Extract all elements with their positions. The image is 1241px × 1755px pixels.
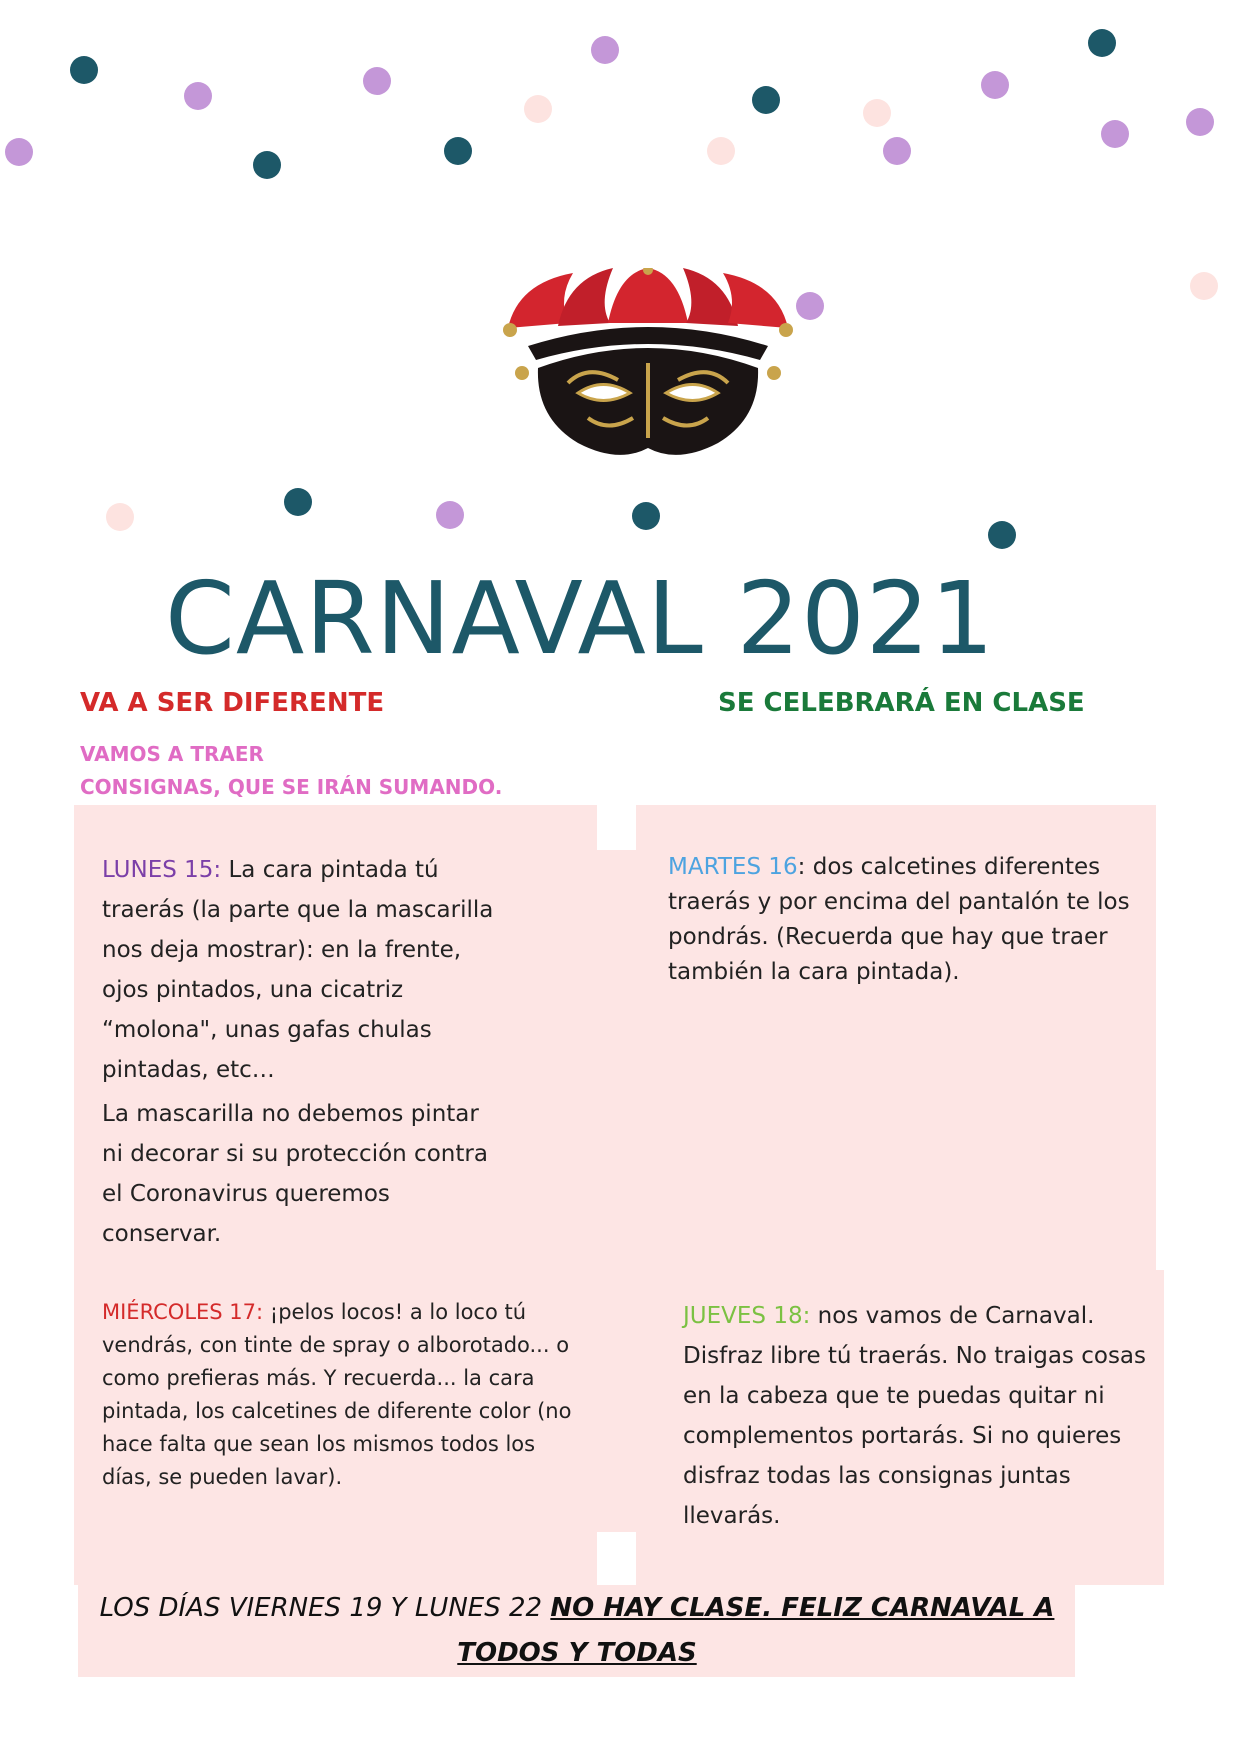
day-text-martes: : dos calcetines diferentes traerás y por encima del pantalón te los pondrás. (Recuerda que hay que traer también la cara pintada).: [668, 854, 1130, 985]
header-left: VA A SER DIFERENTE: [80, 688, 385, 718]
confetti-dot: [5, 138, 33, 166]
confetti-dot: [106, 503, 134, 531]
confetti-dot: [591, 36, 619, 64]
day-jueves: [683, 1296, 1153, 1536]
panel-gap: [597, 850, 636, 1270]
footer-plain: LOS DÍAS VIERNES 19 Y LUNES 22: [99, 1593, 551, 1623]
day-text-lunes: La cara pintada tú traerás (la parte que la mascarilla nos deja mostrar): en la frente, ojos pintados, una cicatriz “molona", unas gafas chulas pintadas, etc…: [102, 857, 494, 1083]
day-note-lunes: La mascarilla no debemos pintar ni decorar si su protección contra el Coronavirus queremos conservar.: [102, 1101, 488, 1247]
header-right: SE CELEBRARÁ EN CLASE: [718, 688, 1085, 718]
confetti-dot: [184, 82, 212, 110]
day-label-martes: MARTES 16: [668, 854, 798, 880]
confetti-dot: [253, 151, 281, 179]
confetti-dot: [752, 86, 780, 114]
confetti-dot: [363, 67, 391, 95]
subheader-line-2: CONSIGNAS, QUE SE IRÁN SUMANDO.: [80, 775, 503, 799]
day-label-jueves: JUEVES 18:: [683, 1303, 811, 1329]
confetti-dot: [883, 137, 911, 165]
day-miercoles: [102, 1296, 582, 1494]
confetti-dot: [436, 501, 464, 529]
confetti-dot: [1088, 29, 1116, 57]
day-label-miercoles: MIÉRCOLES 17:: [102, 1300, 264, 1324]
confetti-dot: [1101, 120, 1129, 148]
confetti-dot: [284, 488, 312, 516]
day-text-miercoles: ¡pelos locos! a lo loco tú vendrás, con tinte de spray o alborotado... o como prefieras más. Y recuerda... la cara pintada, los calcetines de diferente color (no hace falta que sean los mismos todos los días, se pueden lavar).: [102, 1300, 572, 1489]
subheader-line-1: VAMOS A TRAER: [80, 742, 264, 766]
confetti-dot: [863, 99, 891, 127]
confetti-dot: [1190, 272, 1218, 300]
day-label-lunes: LUNES 15:: [102, 857, 222, 883]
confetti-dot: [796, 292, 824, 320]
confetti-dot: [988, 521, 1016, 549]
confetti-dot: [707, 137, 735, 165]
confetti-dot: [524, 95, 552, 123]
jester-mask-icon: [498, 268, 798, 468]
footer-emphasis: NO HAY CLASE. FELIZ CARNAVAL A TODOS Y TODAS: [457, 1593, 1055, 1668]
page-title: CARNAVAL 2021: [165, 560, 995, 677]
day-martes: [668, 850, 1148, 990]
confetti-dot: [1186, 108, 1214, 136]
day-lunes: [102, 850, 502, 1254]
confetti-dot: [444, 137, 472, 165]
footer-notice: [92, 1586, 1062, 1676]
confetti-dot: [632, 502, 660, 530]
panel-bottom-gap: [597, 1270, 636, 1532]
day-text-jueves: nos vamos de Carnaval. Disfraz libre tú traerás. No traigas cosas en la cabeza que te puedas quitar ni complementos portarás. Si no quieres disfraz todas las consignas juntas llevarás.: [683, 1303, 1146, 1529]
confetti-dot: [70, 56, 98, 84]
confetti-dot: [981, 71, 1009, 99]
